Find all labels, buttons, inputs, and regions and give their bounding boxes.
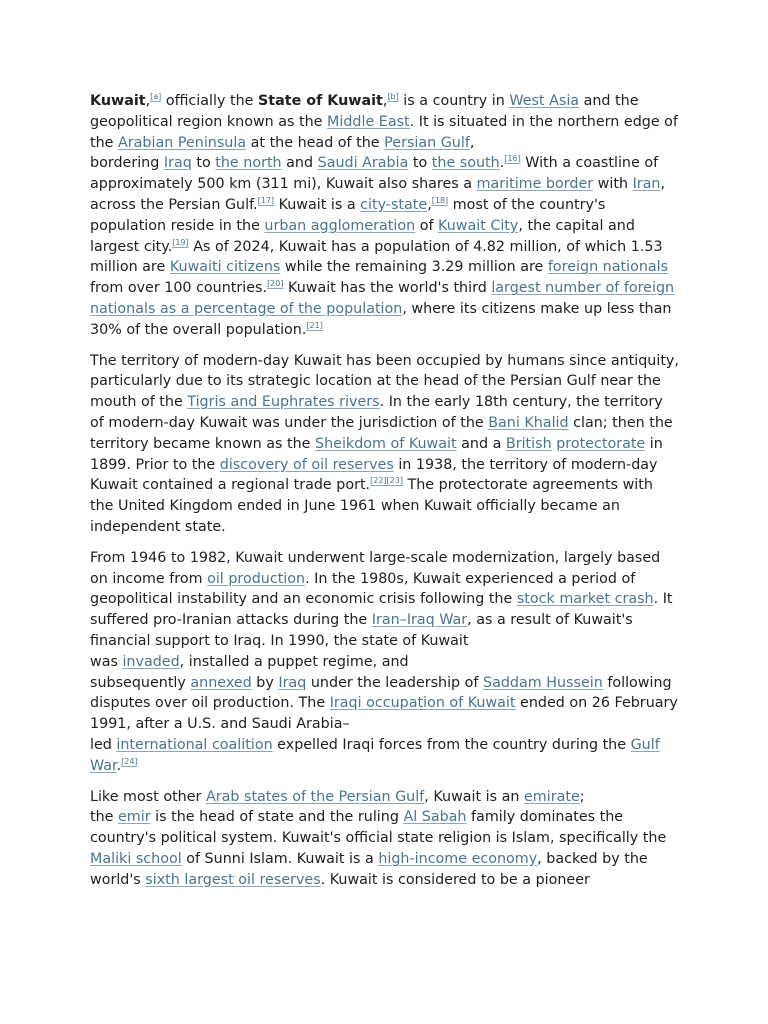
text-run: . Kuwait is considered to be a pioneer xyxy=(320,871,590,888)
reference-superscript xyxy=(172,238,188,247)
text-run: . In the early 18th century, the territory of modern-day Kuwait was under the jurisdiction of the xyxy=(90,394,663,431)
link-saudi-arabia[interactable]: Saudi Arabia xyxy=(317,155,409,172)
link-al-sabah[interactable]: Al Sabah xyxy=(403,809,467,826)
reference-link[interactable]: [24] xyxy=(121,756,138,766)
link-kuwaiti-citizens[interactable]: Kuwaiti citizens xyxy=(169,259,281,276)
link-gulf-war[interactable]: Gulf War xyxy=(90,736,660,774)
reference-superscript xyxy=(258,196,274,205)
reference-link[interactable]: [17] xyxy=(257,195,275,205)
link-urban-agglomeration[interactable]: urban agglomeration xyxy=(264,217,416,234)
text-run: ended on 26 February 1991, after a U.S. and Saudi Arabia– xyxy=(90,695,678,733)
link-foreign-nationals-percentage[interactable]: largest number of foreign nationals as a percentage of the population xyxy=(90,280,675,317)
link-city-state[interactable]: city-state xyxy=(360,196,428,213)
text-run: Kuwait has the world's third xyxy=(283,280,492,297)
text-run: was xyxy=(90,653,123,670)
text-run: led xyxy=(90,736,117,753)
text-run: and a xyxy=(456,435,506,452)
text-run: and xyxy=(281,155,318,172)
text-run: From 1946 to 1982, Kuwait underwent large-scale modernization, largely based on income from xyxy=(90,549,661,587)
link-iraq-2[interactable]: Iraq xyxy=(278,674,307,691)
reference-superscript xyxy=(432,196,448,205)
link-stock-market-crash[interactable]: stock market crash xyxy=(516,591,654,608)
text-run: . In the 1980s, Kuwait experienced a period of geopolitical instability and an economic crisis following the xyxy=(90,570,636,608)
text-run: , xyxy=(145,93,151,109)
reference-superscript xyxy=(267,279,283,288)
text-run: . xyxy=(499,155,505,172)
link-emir[interactable]: emir xyxy=(118,809,151,826)
text-run: , across the Persian Gulf. xyxy=(90,176,666,213)
text-run: to xyxy=(191,155,216,172)
text-run: , the capital and largest city. xyxy=(90,217,635,255)
link-british[interactable]: British xyxy=(505,435,552,452)
text-run: under the leadership of xyxy=(306,674,484,691)
text-run: following disputes over oil production. The xyxy=(90,674,672,712)
text-run: in 1938, the territory of modern-day Kuwait contained a regional trade port. xyxy=(90,456,658,494)
text-run: . It is situated in the northern edge of the xyxy=(90,113,678,151)
article-body xyxy=(90,91,680,900)
text-run: to xyxy=(408,155,432,172)
link-invaded[interactable]: invaded xyxy=(122,653,180,670)
link-persian-gulf[interactable]: Persian Gulf xyxy=(384,134,470,151)
link-saddam-hussein[interactable]: Saddam Hussein xyxy=(483,674,603,691)
bold-term: State of Kuwait xyxy=(257,93,383,109)
link-arabian-peninsula[interactable]: Arabian Peninsula xyxy=(118,134,247,151)
text-run: , Kuwait is an xyxy=(424,788,524,805)
text-run: with xyxy=(593,176,633,193)
text-run: , xyxy=(427,196,432,213)
text-run: is a country in xyxy=(398,93,510,109)
link-sixth-largest-oil[interactable]: sixth largest oil reserves xyxy=(145,871,321,888)
link-the-north[interactable]: the north xyxy=(215,155,282,172)
link-protectorate[interactable]: protectorate xyxy=(556,435,646,452)
text-run: With a coastline of approximately 500 km (311 mi), Kuwait also shares a xyxy=(90,155,659,193)
text-run: at the head of the xyxy=(246,134,385,151)
link-iraq[interactable]: Iraq xyxy=(163,155,192,172)
text-run: officially the xyxy=(161,93,258,109)
text-run: in 1899. Prior to the xyxy=(90,435,663,473)
link-tigris-euphrates[interactable]: Tigris and Euphrates rivers xyxy=(187,394,380,411)
link-maliki-school[interactable]: Maliki school xyxy=(90,850,182,867)
text-run: Kuwait is a xyxy=(274,196,361,213)
reference-link[interactable]: [20] xyxy=(267,279,284,289)
link-discovery-of-oil[interactable]: discovery of oil reserves xyxy=(219,456,394,473)
text-run: , xyxy=(469,134,475,151)
reference-superscript xyxy=(504,154,520,163)
reference-link[interactable]: [16] xyxy=(504,154,521,164)
article-paragraph xyxy=(90,351,680,538)
text-run: The protectorate agreements with the United Kingdom ended in June 1961 when Kuwait officially became an independent state. xyxy=(90,477,653,535)
link-foreign-nationals[interactable]: foreign nationals xyxy=(547,259,669,276)
link-the-south[interactable]: the south xyxy=(431,155,500,172)
text-run: family dominates the country's political system. Kuwait's official state religion is Islam, specifically the xyxy=(90,809,667,847)
text-run: , as a result of Kuwait's financial support to Iraq. In 1990, the state of Kuwait xyxy=(90,612,633,649)
text-run: As of 2024, Kuwait has a population of 4.82 million, of which 1.53 million are xyxy=(90,238,663,276)
text-run: by xyxy=(251,674,279,691)
reference-superscript xyxy=(306,321,322,330)
text-run: and the geopolitical region known as the xyxy=(90,93,639,130)
text-run: expelled Iraqi forces from the country during the xyxy=(272,736,631,753)
link-west-asia[interactable]: West Asia xyxy=(509,93,580,109)
reference-link[interactable]: [a] xyxy=(150,92,162,101)
text-run: of xyxy=(415,217,439,234)
text-run: from over 100 countries. xyxy=(90,280,268,297)
link-oil-production[interactable]: oil production xyxy=(207,570,306,587)
text-run: Like most other xyxy=(90,788,206,805)
bold-term: Kuwait xyxy=(90,93,146,109)
link-bani-khalid[interactable]: Bani Khalid xyxy=(488,414,569,431)
text-run: clan; then the territory became known as the xyxy=(90,414,673,452)
reference-link[interactable]: [22][23] xyxy=(370,476,403,486)
link-arab-states[interactable]: Arab states of the Persian Gulf xyxy=(205,788,425,805)
reference-superscript xyxy=(150,92,161,101)
reference-link[interactable]: [18] xyxy=(431,195,449,205)
text-run: most of the country's population reside in the xyxy=(90,196,606,234)
text-run: the xyxy=(90,809,119,826)
link-annexed[interactable]: annexed xyxy=(190,674,252,691)
text-run: is the head of state and the ruling xyxy=(150,809,404,826)
link-high-income-economy[interactable]: high-income economy xyxy=(378,850,538,867)
link-kuwait-city[interactable]: Kuwait City xyxy=(438,217,519,234)
article-paragraph xyxy=(90,787,680,891)
text-run: of Sunni Islam. Kuwait is a xyxy=(181,850,379,867)
reference-superscript xyxy=(121,757,137,766)
text-run: The territory of modern-day Kuwait has been occupied by humans since antiquity, particularly due to its strategic location at the head of the Persian Gulf near the mouth of the xyxy=(90,352,679,411)
text-run: , installed a puppet regime, and xyxy=(179,653,409,670)
link-iran[interactable]: Iran xyxy=(632,176,661,193)
text-run: , backed by the world's xyxy=(90,850,648,888)
reference-superscript xyxy=(387,92,398,101)
link-iran-iraq-war[interactable]: Iran–Iraq War xyxy=(371,612,468,629)
text-run: , where its citizens make up less than 30% of the overall population. xyxy=(90,300,672,338)
text-run: bordering xyxy=(90,155,164,172)
reference-link[interactable]: [19] xyxy=(172,237,189,247)
text-run: , xyxy=(382,93,388,109)
link-middle-east[interactable]: Middle East xyxy=(327,113,410,130)
article-paragraph xyxy=(90,91,680,341)
link-maritime-border[interactable]: maritime border xyxy=(476,176,594,193)
text-run: while the remaining 3.29 million are xyxy=(280,259,548,276)
text-run: subsequently xyxy=(90,674,191,691)
text-run: ; xyxy=(579,788,585,805)
link-international-coalition[interactable]: international coalition xyxy=(116,736,273,753)
link-iraqi-occupation[interactable]: Iraqi occupation of Kuwait xyxy=(329,695,516,712)
link-sheikdom-of-kuwait[interactable]: Sheikdom of Kuwait xyxy=(315,435,457,452)
reference-link[interactable]: [21] xyxy=(306,320,323,330)
reference-superscript xyxy=(370,476,403,485)
article-paragraph xyxy=(90,548,680,777)
link-emirate[interactable]: emirate xyxy=(524,788,580,805)
reference-link[interactable]: [b] xyxy=(387,92,399,101)
text-run: . It suffered pro-Iranian attacks during the xyxy=(90,591,673,629)
text-run: . xyxy=(116,757,122,774)
